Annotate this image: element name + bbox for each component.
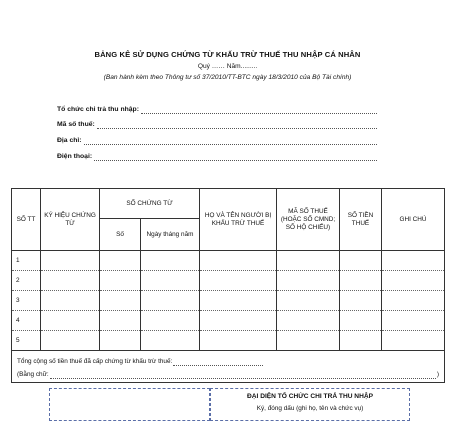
signature-left-box (49, 388, 210, 421)
signature-box[interactable] (210, 388, 410, 421)
in-words-label: (Bằng chữ: (17, 371, 49, 378)
header-name: HỌ VÀ TÊN NGƯỜI BỊ KHẤU TRỪ THUẾ (200, 189, 277, 251)
date-cell[interactable] (141, 251, 200, 271)
signature-title: ĐẠI DIỆN TỔ CHỨC CHI TRẢ THU NHẬP (247, 393, 373, 400)
number-cell[interactable] (100, 331, 141, 351)
number-cell[interactable] (100, 251, 141, 271)
voucher-table (11, 188, 445, 383)
note-cell[interactable] (382, 291, 445, 311)
name-cell[interactable] (200, 271, 277, 291)
note-cell[interactable] (382, 311, 445, 331)
header-date: Ngày tháng năm (141, 219, 200, 251)
total-dotted-line (173, 359, 263, 366)
phone-dotted-line (94, 154, 377, 161)
taxpayer-code-cell[interactable] (277, 311, 340, 331)
tax-amount-cell[interactable] (340, 291, 382, 311)
in-words-close: ) (436, 371, 439, 378)
row-number: 4 (12, 311, 41, 331)
header-voucher-no: SỐ CHỨNG TỪ (100, 189, 200, 219)
total-section (12, 351, 445, 383)
tax-amount-cell[interactable] (340, 331, 382, 351)
date-cell[interactable] (141, 271, 200, 291)
header-note: GHI CHÚ (382, 189, 445, 251)
name-cell[interactable] (200, 251, 277, 271)
in-words-dotted-line (50, 372, 436, 379)
header-stt: SỐ TT (12, 189, 41, 251)
in-words-line[interactable] (17, 367, 439, 379)
date-cell[interactable] (141, 291, 200, 311)
form-title: BẢNG KÊ SỬ DỤNG CHỨNG TỪ KHẤU TRỪ THUẾ THU NHẬP CÁ NHÂN (94, 50, 361, 59)
tax-code-field[interactable] (57, 119, 377, 129)
phone-field[interactable] (57, 151, 377, 161)
date-cell[interactable] (141, 331, 200, 351)
name-cell[interactable] (200, 331, 277, 351)
table-row (12, 291, 445, 311)
org-field[interactable] (57, 104, 377, 114)
decree-line: (Ban hành kèm theo Thông tư số 37/2010/TT-BTC ngày 18/3/2010 của Bộ Tài chính) (103, 74, 352, 81)
total-line[interactable] (17, 354, 439, 366)
quarter-line: Quý …… Năm......... (197, 63, 258, 70)
table-row (12, 331, 445, 351)
number-cell[interactable] (100, 311, 141, 331)
table-row (12, 311, 445, 331)
taxpayer-code-cell[interactable] (277, 251, 340, 271)
row-number: 1 (12, 251, 41, 271)
header-number: Số (100, 219, 141, 251)
tax-code-label: Mã số thuế: (57, 121, 95, 128)
symbol-cell[interactable] (41, 291, 100, 311)
header-tax-amount: SỐ TIỀN THUẾ (340, 189, 382, 251)
row-number: 5 (12, 331, 41, 351)
total-label: Tổng cộng số tiền thuế đã cấp chứng từ khấu trừ thuế: (17, 358, 173, 365)
note-cell[interactable] (382, 271, 445, 291)
phone-label: Điện thoại: (57, 153, 93, 160)
symbol-cell[interactable] (41, 311, 100, 331)
row-number: 3 (12, 291, 41, 311)
org-dotted-line (141, 107, 377, 114)
org-label: Tổ chức chi trả thu nhập: (57, 106, 139, 113)
name-cell[interactable] (200, 311, 277, 331)
tax-amount-cell[interactable] (340, 311, 382, 331)
symbol-cell[interactable] (41, 331, 100, 351)
address-label: Địa chỉ: (57, 137, 82, 144)
tax-code-dotted-line (97, 122, 377, 129)
tax-amount-cell[interactable] (340, 251, 382, 271)
taxpayer-code-cell[interactable] (277, 291, 340, 311)
table-row (12, 271, 445, 291)
number-cell[interactable] (100, 291, 141, 311)
row-number: 2 (12, 271, 41, 291)
symbol-cell[interactable] (41, 271, 100, 291)
symbol-cell[interactable] (41, 251, 100, 271)
tax-amount-cell[interactable] (340, 271, 382, 291)
taxpayer-code-cell[interactable] (277, 271, 340, 291)
note-cell[interactable] (382, 251, 445, 271)
address-dotted-line (84, 138, 377, 145)
address-field[interactable] (57, 135, 377, 145)
date-cell[interactable] (141, 311, 200, 331)
table-row (12, 251, 445, 271)
signature-subtitle: Ký, đóng dấu (ghi họ, tên và chức vụ) (256, 405, 364, 412)
note-cell[interactable] (382, 331, 445, 351)
name-cell[interactable] (200, 291, 277, 311)
taxpayer-code-cell[interactable] (277, 331, 340, 351)
header-taxpayer-code: MÃ SỐ THUẾ (HOẶC SỐ CMND; SỐ HỘ CHIẾU) (277, 189, 340, 251)
header-symbol: KÝ HIỆU CHỨNG TỪ (41, 189, 100, 251)
number-cell[interactable] (100, 271, 141, 291)
